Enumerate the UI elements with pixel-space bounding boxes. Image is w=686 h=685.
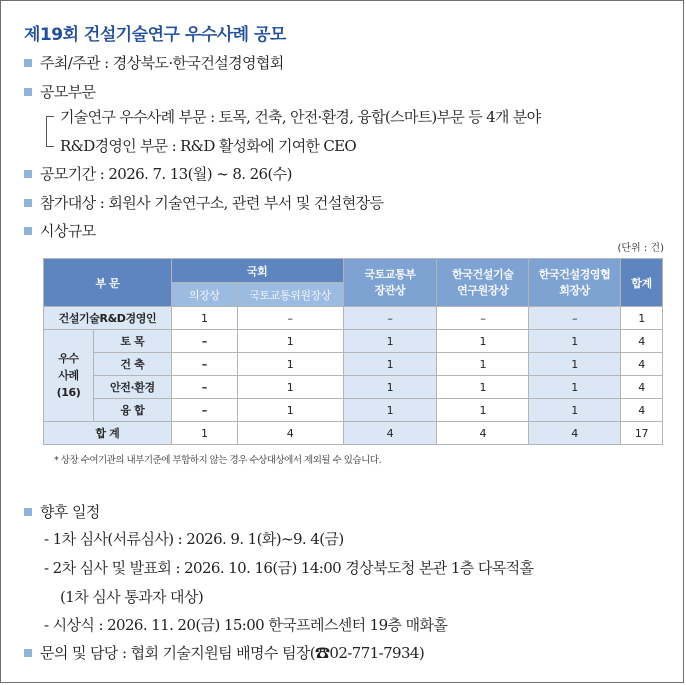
awards-heading-text: 시상규모 — [40, 222, 96, 240]
table-cell: – — [171, 376, 237, 399]
table-cell: 4 — [620, 376, 662, 399]
table-cell: – — [237, 307, 343, 330]
table-cell: 1 — [620, 307, 662, 330]
bullet-icon — [24, 508, 32, 516]
table-cell: 1 — [437, 330, 529, 353]
table-cell: 1 — [237, 376, 343, 399]
table-cell: – — [437, 307, 529, 330]
table-cell: 1 — [343, 376, 437, 399]
header-national-assembly: 국회 — [171, 259, 343, 283]
schedule-item-1: - 1차 심사(서류심사) : 2026. 9. 1(화)~9. 4(금) — [44, 530, 344, 548]
table-cell: 4 — [620, 330, 662, 353]
awards-table — [43, 258, 663, 445]
table-cell: 17 — [620, 422, 662, 445]
table-cell: 1 — [237, 399, 343, 422]
participants-text: 참가대상 : 회원사 기술연구소, 관련 부서 및 건설현장등 — [40, 194, 384, 212]
table-cell: 4 — [437, 422, 529, 445]
schedule-heading-line — [24, 501, 100, 522]
header-speaker: 의장상 — [171, 283, 237, 307]
row-label-total: 합 계 — [44, 422, 172, 445]
bullet-icon — [24, 227, 32, 235]
organizer-line — [24, 52, 284, 73]
contact-line — [24, 642, 424, 663]
header-association: 한국건설경영협 회장상 — [529, 259, 621, 307]
table-cell: 1 — [529, 353, 621, 376]
header-total: 합계 — [620, 259, 662, 307]
schedule-item-2-note: (1차 심사 통과자 대상) — [60, 588, 204, 606]
table-cell: 4 — [620, 399, 662, 422]
table-cell: 1 — [529, 330, 621, 353]
category-heading-text: 공모부문 — [40, 83, 96, 101]
schedule-item-3: - 시상식 : 2026. 11. 20(금) 15:00 한국프레스센터 19층 매화홀 — [44, 616, 448, 634]
header-ministry: 국토교통부 장관상 — [343, 259, 437, 307]
table-cell: – — [171, 330, 237, 353]
page-title: 제19회 건설기술연구 우수사례 공모 — [24, 25, 286, 45]
table-cell: 1 — [343, 399, 437, 422]
table-cell: 1 — [237, 353, 343, 376]
table-cell: 1 — [437, 353, 529, 376]
header-committee: 국토교통위원장상 — [237, 283, 343, 307]
table-cell: 1 — [343, 353, 437, 376]
table-cell: 1 — [437, 376, 529, 399]
category-item-2: R&D경영인 부문 : R&D 활성화에 기여한 CEO — [60, 137, 357, 155]
table-cell: 1 — [343, 330, 437, 353]
category-item-1: 기술연구 우수사례 부문 : 토목, 건축, 안전·환경, 융합(스마트)부문 등 4개 분야 — [60, 108, 541, 126]
schedule-heading-text: 향후 일정 — [40, 503, 100, 521]
bullet-icon — [24, 170, 32, 178]
table-cell: 1 — [529, 399, 621, 422]
table-cell: – — [343, 307, 437, 330]
participants-line — [24, 192, 383, 213]
row-label-rd: 건설기술R&D경영인 — [44, 307, 172, 330]
table-cell: 1 — [237, 330, 343, 353]
table-cell: 4 — [529, 422, 621, 445]
table-cell: – — [171, 353, 237, 376]
table-cell: 4 — [620, 353, 662, 376]
bullet-icon — [24, 649, 32, 657]
table-cell: 4 — [343, 422, 437, 445]
row-label-convergence: 융 합 — [93, 399, 171, 422]
unit-label: (단위 : 건) — [617, 243, 664, 254]
row-group-excellent: 우수 사례 (16) — [44, 330, 94, 422]
awards-heading-line — [24, 220, 96, 241]
row-label-architecture: 건 축 — [93, 353, 171, 376]
header-institute: 한국건설기술 연구원장상 — [437, 259, 529, 307]
table-footnote: * 상장 수여기관의 내부기준에 부합하지 않는 경우 수상대상에서 제외될 수 있습니다. — [54, 455, 381, 466]
row-label-safety: 안전·환경 — [93, 376, 171, 399]
table-cell: – — [529, 307, 621, 330]
bullet-icon — [24, 59, 32, 67]
contact-text: 문의 및 담당 : 협회 기술지원팀 배명수 팀장(☎02-771-7934) — [40, 644, 425, 662]
bullet-icon — [24, 199, 32, 207]
table-cell: 1 — [437, 399, 529, 422]
organizer-text: 주최/주관 : 경상북도·한국건설경영협회 — [40, 54, 284, 72]
category-heading-line — [24, 81, 96, 102]
period-line — [24, 163, 292, 184]
bracket-line — [46, 116, 54, 147]
table-cell: 1 — [171, 307, 237, 330]
header-category: 부 문 — [44, 259, 172, 307]
table-cell: 1 — [529, 376, 621, 399]
row-label-civil: 토 목 — [93, 330, 171, 353]
schedule-item-2: - 2차 심사 및 발표회 : 2026. 10. 16(금) 14:00 경상북도청 본관 1층 다목적홀 — [44, 559, 534, 577]
period-text: 공모기간 : 2026. 7. 13(월) ~ 8. 26(수) — [40, 165, 292, 183]
table-cell: – — [171, 399, 237, 422]
bullet-icon — [24, 88, 32, 96]
table-cell: 1 — [171, 422, 237, 445]
table-cell: 4 — [237, 422, 343, 445]
